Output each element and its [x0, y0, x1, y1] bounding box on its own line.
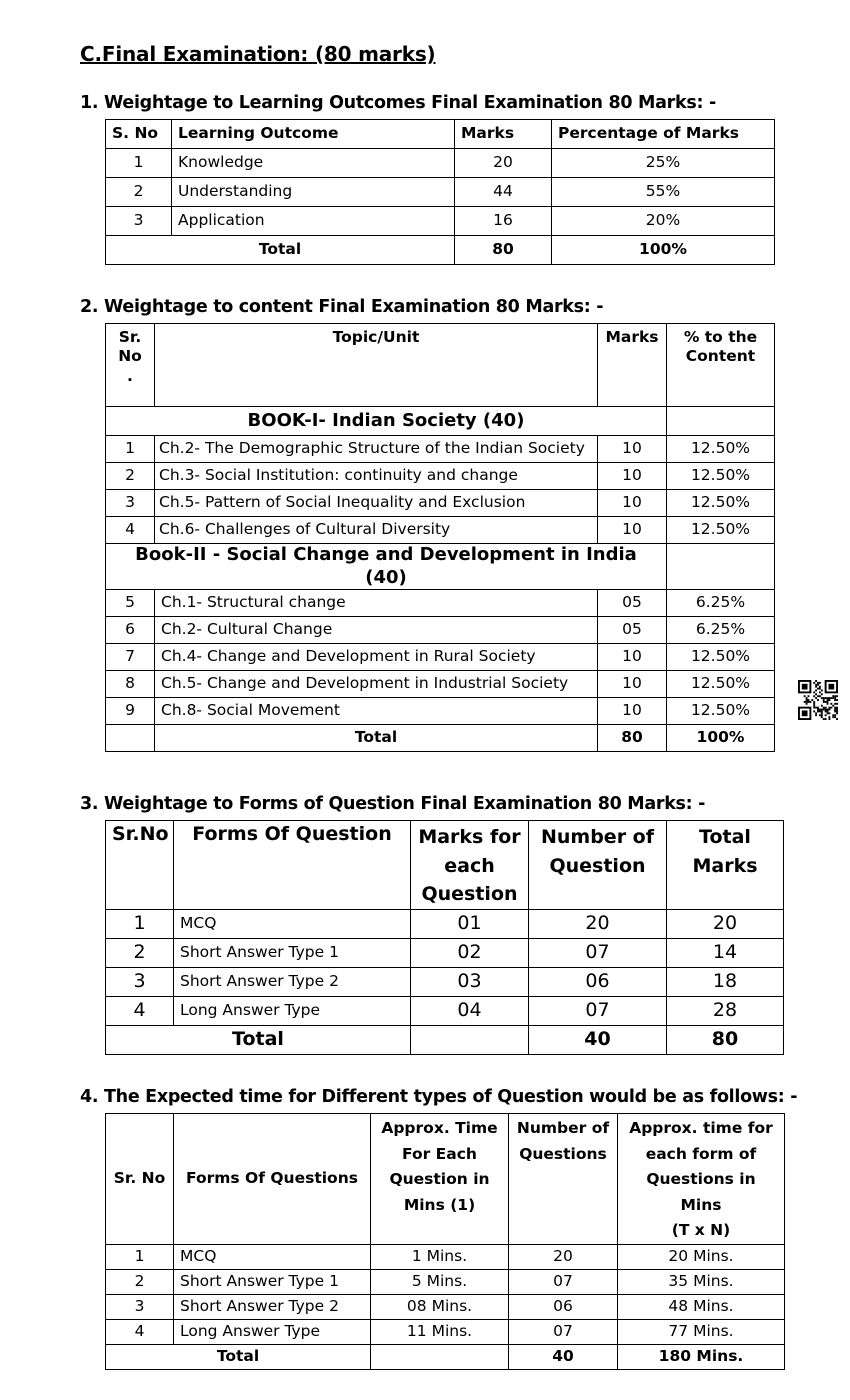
table-row	[106, 617, 775, 644]
qr-module	[834, 697, 836, 699]
qr-module	[817, 710, 819, 712]
table-cell: Ch.5- Change and Development in Industrial Society	[155, 671, 598, 698]
table-cell: 6.25%	[667, 617, 775, 644]
table-cell: 12.50%	[667, 517, 775, 544]
table-row	[106, 698, 775, 725]
table-row	[106, 1244, 785, 1269]
column-header: Marks	[455, 120, 552, 149]
table-cell: 10	[598, 671, 667, 698]
qr-module	[836, 709, 838, 711]
qr-module	[817, 682, 819, 684]
section3-heading: 3. Weightage to Forms of Question Final Examination 80 Marks: -	[80, 794, 706, 814]
total-marks: 80	[455, 236, 552, 265]
total-label: Total	[106, 1026, 411, 1055]
qr-module	[836, 699, 838, 701]
qr-module	[819, 686, 821, 688]
qr-module	[832, 705, 834, 707]
table-row	[106, 939, 784, 968]
total-marks: 80	[667, 1026, 784, 1055]
table-cell: 55%	[552, 178, 775, 207]
qr-module	[815, 714, 817, 716]
qr-module	[836, 718, 838, 720]
qr-module	[815, 712, 817, 714]
qr-module	[813, 695, 815, 697]
qr-module	[817, 707, 819, 709]
qr-module	[813, 682, 815, 684]
table-row	[106, 463, 775, 490]
qr-module	[815, 693, 817, 695]
column-header: S. No	[106, 120, 172, 149]
qr-module	[834, 703, 836, 705]
column-header: Total Marks	[667, 821, 784, 910]
table-row	[106, 997, 784, 1026]
qr-module	[813, 705, 815, 707]
qr-module	[825, 707, 827, 709]
table-cell: Ch.2- The Demographic Structure of the Indian Society	[155, 436, 598, 463]
table-cell: 10	[598, 490, 667, 517]
qr-module	[827, 701, 829, 703]
table-cell: 2	[106, 178, 172, 207]
qr-module	[821, 693, 823, 695]
qr-module	[815, 684, 817, 686]
qr-module	[821, 710, 823, 712]
table-cell: 08 Mins.	[371, 1294, 509, 1319]
qr-module	[821, 690, 823, 692]
table-cell: Short Answer Type 2	[174, 1294, 371, 1319]
table-cell: Application	[172, 207, 455, 236]
table-cell: 8	[106, 671, 155, 698]
qr-module	[813, 707, 815, 709]
table-cell: 1	[106, 1244, 174, 1269]
qr-module	[817, 688, 819, 690]
table-cell: Long Answer Type	[174, 1319, 371, 1344]
table-row	[106, 644, 775, 671]
table-cell: 07	[529, 939, 667, 968]
total-row	[106, 1026, 784, 1055]
qr-module	[813, 710, 815, 712]
qr-module	[832, 697, 834, 699]
table-cell: 01	[411, 910, 529, 939]
total-percent: 100%	[552, 236, 775, 265]
empty-cell	[667, 544, 775, 590]
table-cell: MCQ	[174, 1244, 371, 1269]
qr-module	[834, 695, 836, 697]
qr-module	[813, 691, 815, 693]
learning-outcomes-table	[105, 119, 775, 265]
qr-module	[834, 714, 836, 716]
table-cell: Knowledge	[172, 149, 455, 178]
qr-module	[821, 705, 823, 707]
book-heading-row	[106, 407, 775, 436]
table-cell: 1 Mins.	[371, 1244, 509, 1269]
table-cell: Ch.2- Cultural Change	[155, 617, 598, 644]
qr-module	[836, 710, 838, 712]
qr-module	[815, 707, 817, 709]
qr-module	[828, 716, 830, 718]
column-header: Sr.No	[106, 821, 174, 910]
table-cell: 7	[106, 644, 155, 671]
table-cell: 12.50%	[667, 644, 775, 671]
table-cell: 10	[598, 698, 667, 725]
qr-module	[821, 709, 823, 711]
table-cell: 48 Mins.	[618, 1294, 785, 1319]
total-time: 180 Mins.	[618, 1344, 785, 1369]
content-weightage-table	[105, 323, 775, 752]
table-cell: 4	[106, 517, 155, 544]
table-row	[106, 590, 775, 617]
qr-module	[808, 701, 810, 703]
section1-heading: 1. Weightage to Learning Outcomes Final Examination 80 Marks: -	[80, 93, 716, 113]
table-row	[106, 910, 784, 939]
table-row	[106, 149, 775, 178]
total-row	[106, 1344, 785, 1369]
qr-module	[819, 691, 821, 693]
table-cell: Short Answer Type 1	[174, 1269, 371, 1294]
qr-module	[827, 710, 829, 712]
table-cell: 1	[106, 910, 174, 939]
table-cell: 07	[509, 1319, 618, 1344]
qr-module	[819, 709, 821, 711]
column-header: Number of Questions	[509, 1114, 618, 1245]
table-header-row	[106, 821, 784, 910]
total-marks-each	[411, 1026, 529, 1055]
total-number: 40	[529, 1026, 667, 1055]
empty-cell	[667, 407, 775, 436]
table-cell: 6	[106, 617, 155, 644]
table-cell: 3	[106, 207, 172, 236]
qr-module	[802, 684, 808, 690]
column-header: Forms Of Questions	[174, 1114, 371, 1245]
table-cell: 18	[667, 968, 784, 997]
qr-module	[825, 709, 827, 711]
qr-module	[830, 703, 832, 705]
table-cell: 20	[667, 910, 784, 939]
table-row	[106, 178, 775, 207]
column-header: Sr. No	[106, 1114, 174, 1245]
qr-module	[819, 710, 821, 712]
qr-module	[819, 714, 821, 716]
table-cell: 11 Mins.	[371, 1319, 509, 1344]
qr-module	[836, 703, 838, 705]
column-header: Marks	[598, 324, 667, 407]
table-cell: 44	[455, 178, 552, 207]
qr-module	[806, 697, 808, 699]
table-cell: 05	[598, 617, 667, 644]
column-header: Sr. No .	[106, 324, 155, 407]
table-cell: Ch.1- Structural change	[155, 590, 598, 617]
table-cell: Short Answer Type 1	[174, 939, 411, 968]
qr-module	[823, 709, 825, 711]
total-label: Total	[155, 725, 598, 752]
total-number: 40	[509, 1344, 618, 1369]
total-percent: 100%	[667, 725, 775, 752]
total-row	[106, 236, 775, 265]
book2-title: Book-II - Social Change and Development in India (40)	[106, 544, 667, 590]
qr-module	[806, 701, 808, 703]
table-cell: Ch.4- Change and Development in Rural Society	[155, 644, 598, 671]
table-cell: 12.50%	[667, 671, 775, 698]
qr-module	[819, 682, 821, 684]
table-cell: 77 Mins.	[618, 1319, 785, 1344]
table-row	[106, 1294, 785, 1319]
table-row	[106, 436, 775, 463]
table-cell: 25%	[552, 149, 775, 178]
qr-module	[832, 695, 834, 697]
qr-module	[806, 699, 808, 701]
qr-module	[823, 718, 825, 720]
qr-module	[804, 701, 806, 703]
column-header: Percentage of Marks	[552, 120, 775, 149]
section2-heading: 2. Weightage to content Final Examination 80 Marks: -	[80, 297, 604, 317]
qr-module	[827, 697, 829, 699]
qr-module	[836, 695, 838, 697]
qr-code-icon	[798, 680, 838, 720]
table-cell: 4	[106, 1319, 174, 1344]
qr-module	[836, 712, 838, 714]
table-cell: 4	[106, 997, 174, 1026]
table-cell: 20	[529, 910, 667, 939]
qr-module	[828, 718, 830, 720]
table-cell: 20%	[552, 207, 775, 236]
table-cell: Long Answer Type	[174, 997, 411, 1026]
column-header: Number of Question	[529, 821, 667, 910]
qr-module	[827, 703, 829, 705]
table-cell: 07	[509, 1269, 618, 1294]
table-cell: 06	[509, 1294, 618, 1319]
qr-module	[813, 701, 815, 703]
column-header: Forms Of Question	[174, 821, 411, 910]
table-cell: 20	[455, 149, 552, 178]
table-cell: 9	[106, 698, 155, 725]
qr-module	[834, 710, 836, 712]
qr-module	[811, 699, 813, 701]
table-cell: 12.50%	[667, 436, 775, 463]
table-cell: 28	[667, 997, 784, 1026]
total-label: Total	[106, 1344, 371, 1369]
qr-module	[823, 707, 825, 709]
qr-module	[828, 712, 830, 714]
table-cell: 12.50%	[667, 463, 775, 490]
table-cell: Ch.8- Social Movement	[155, 698, 598, 725]
table-cell: 6.25%	[667, 590, 775, 617]
table-cell: 02	[411, 939, 529, 968]
qr-module	[827, 699, 829, 701]
page-title: C.Final Examination: (80 marks)	[80, 42, 436, 66]
qr-module	[808, 699, 810, 701]
qr-module	[806, 703, 808, 705]
qr-module	[828, 709, 830, 711]
table-row	[106, 490, 775, 517]
qr-module	[808, 695, 810, 697]
table-cell: 10	[598, 644, 667, 671]
qr-module	[813, 703, 815, 705]
qr-module	[815, 686, 817, 688]
qr-module	[825, 710, 827, 712]
qr-module	[832, 714, 834, 716]
table-cell: Ch.5- Pattern of Social Inequality and Exclusion	[155, 490, 598, 517]
table-cell: 12.50%	[667, 698, 775, 725]
total-row	[106, 725, 775, 752]
qr-module	[832, 716, 834, 718]
qr-module	[802, 710, 808, 716]
table-cell: 5	[106, 590, 155, 617]
qr-module	[830, 707, 832, 709]
qr-module	[834, 716, 836, 718]
qr-module	[815, 697, 817, 699]
qr-module	[830, 697, 832, 699]
column-header: % to the Content	[667, 324, 775, 407]
question-forms-table	[105, 820, 784, 1055]
table-cell: Short Answer Type 2	[174, 968, 411, 997]
empty-cell	[106, 725, 155, 752]
table-cell: 06	[529, 968, 667, 997]
expected-time-table	[105, 1113, 785, 1370]
qr-module	[821, 716, 823, 718]
qr-module	[817, 709, 819, 711]
column-header: Learning Outcome	[172, 120, 455, 149]
qr-module	[823, 701, 825, 703]
table-cell: 1	[106, 149, 172, 178]
table-cell: 16	[455, 207, 552, 236]
qr-module	[828, 684, 834, 690]
total-label: Total	[106, 236, 455, 265]
table-cell: 35 Mins.	[618, 1269, 785, 1294]
qr-module	[834, 699, 836, 701]
qr-module	[819, 695, 821, 697]
table-cell: 2	[106, 939, 174, 968]
qr-module	[825, 718, 827, 720]
table-cell: Ch.6- Challenges of Cultural Diversity	[155, 517, 598, 544]
qr-module	[804, 695, 806, 697]
column-header: Approx. time for each form of Questions in Mins (T x N)	[618, 1114, 785, 1245]
qr-module	[823, 697, 825, 699]
table-cell: 20	[509, 1244, 618, 1269]
qr-module	[834, 707, 836, 709]
table-cell: 14	[667, 939, 784, 968]
qr-module	[828, 699, 830, 701]
total-marks: 80	[598, 725, 667, 752]
table-cell: 5 Mins.	[371, 1269, 509, 1294]
table-cell: 2	[106, 1269, 174, 1294]
table-row	[106, 671, 775, 698]
table-row	[106, 968, 784, 997]
qr-module	[825, 714, 827, 716]
qr-module	[828, 707, 830, 709]
table-header-row	[106, 120, 775, 149]
table-header-row	[106, 1114, 785, 1245]
table-cell: Ch.3- Social Institution: continuity and change	[155, 463, 598, 490]
qr-module	[817, 699, 819, 701]
table-cell: 3	[106, 490, 155, 517]
qr-module	[815, 680, 817, 682]
book-heading-row	[106, 544, 775, 590]
qr-module	[821, 697, 823, 699]
table-cell: 03	[411, 968, 529, 997]
table-row	[106, 517, 775, 544]
qr-module	[817, 695, 819, 697]
table-row	[106, 1269, 785, 1294]
qr-module	[809, 701, 811, 703]
column-header: Marks for each Question	[411, 821, 529, 910]
qr-module	[815, 690, 817, 692]
table-cell: 3	[106, 968, 174, 997]
book1-title: BOOK-I- Indian Society (40)	[106, 407, 667, 436]
table-cell: 07	[529, 997, 667, 1026]
column-header: Approx. Time For Each Question in Mins (1)	[371, 1114, 509, 1245]
table-cell: 3	[106, 1294, 174, 1319]
qr-module	[827, 712, 829, 714]
table-header-row	[106, 324, 775, 407]
section4-heading: 4. The Expected time for Different types of Question would be as follows: -	[80, 1087, 798, 1107]
table-cell: 12.50%	[667, 490, 775, 517]
table-cell: 10	[598, 463, 667, 490]
table-row	[106, 207, 775, 236]
qr-module	[827, 709, 829, 711]
table-cell: 1	[106, 436, 155, 463]
qr-module	[823, 699, 825, 701]
qr-module	[825, 701, 827, 703]
table-cell: 2	[106, 463, 155, 490]
table-cell: MCQ	[174, 910, 411, 939]
column-header: Topic/Unit	[155, 324, 598, 407]
table-cell: 05	[598, 590, 667, 617]
qr-module	[836, 707, 838, 709]
table-cell: 10	[598, 517, 667, 544]
qr-module	[834, 709, 836, 711]
table-cell: 10	[598, 436, 667, 463]
table-cell: 20 Mins.	[618, 1244, 785, 1269]
table-cell: 04	[411, 997, 529, 1026]
table-cell: Understanding	[172, 178, 455, 207]
qr-module	[819, 688, 821, 690]
total-time-each	[371, 1344, 509, 1369]
qr-module	[825, 697, 827, 699]
table-row	[106, 1319, 785, 1344]
qr-module	[817, 684, 819, 686]
qr-module	[821, 714, 823, 716]
qr-module	[828, 697, 830, 699]
qr-module	[821, 712, 823, 714]
